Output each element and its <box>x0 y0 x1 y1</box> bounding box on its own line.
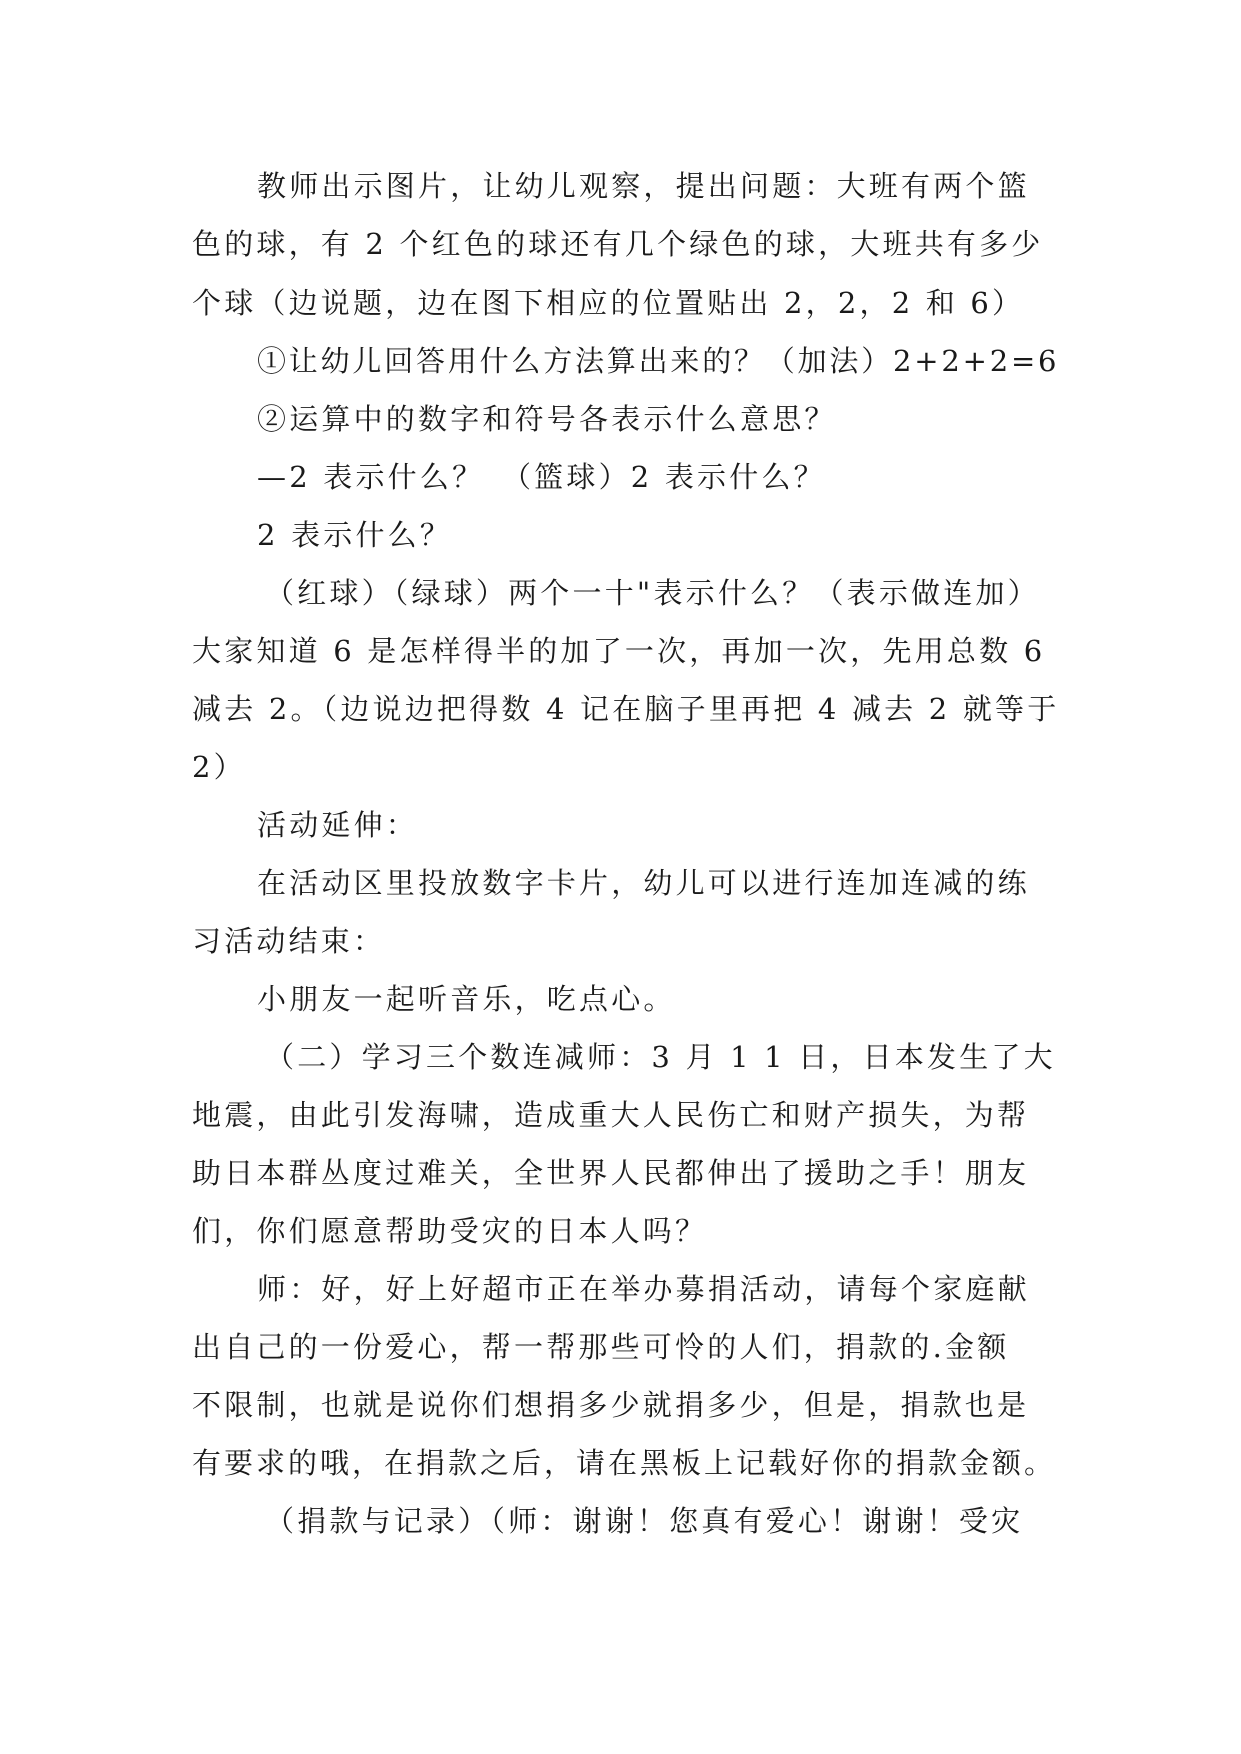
paragraph-line: 2 表示什么？ <box>257 518 453 552</box>
paragraph-line: 出自己的一份爱心，帮一帮那些可怜的人们，捐款的.金额 <box>192 1330 1010 1364</box>
paragraph-line: （红球）（绿球）两个一十"表示什么？（表示做连加） <box>265 576 1040 610</box>
paragraph-line: 2） <box>192 750 246 784</box>
paragraph-line: 小朋友一起听音乐，吃点心。 <box>257 982 676 1016</box>
paragraph-line: ①让幼儿回答用什么方法算出来的？（加法）2+2+2=6 <box>257 344 1060 378</box>
paragraph-line: 减去 2。（边说边把得数 4 记在脑子里再把 4 减去 2 就等于 <box>192 692 1060 726</box>
paragraph-line: 个球（边说题，边在图下相应的位置贴出 2，2，2 和 6） <box>192 286 1025 320</box>
section-heading: 活动延伸： <box>257 808 419 842</box>
paragraph-line: ②运算中的数字和符号各表示什么意思？ <box>257 402 837 436</box>
paragraph-line: 地震，由此引发海啸，造成重大人民伤亡和财产损失，为帮 <box>192 1098 1030 1132</box>
paragraph-line: 色的球，有 2 个红色的球还有几个绿色的球，大班共有多少 <box>192 227 1044 261</box>
paragraph-line: 师：好，好上好超市正在举办募捐活动，请每个家庭献 <box>257 1272 1030 1306</box>
paragraph-line: （捐款与记录）（师：谢谢！您真有爱心！谢谢！受灾 <box>265 1504 1024 1538</box>
paragraph-line: 大家知道 6 是怎样得半的加了一次，再加一次，先用总数 6 <box>192 634 1046 668</box>
paragraph-line: 不限制，也就是说你们想捐多少就捐多少，但是，捐款也是 <box>192 1388 1030 1422</box>
paragraph-line: 们，你们愿意帮助受灾的日本人吗？ <box>192 1214 708 1248</box>
paragraph-line: 助日本群丛度过难关，全世界人民都伸出了援助之手！朋友 <box>192 1156 1030 1190</box>
paragraph-line: 教师出示图片，让幼儿观察，提出问题：大班有两个篮 <box>257 169 1030 203</box>
paragraph-line: 有要求的哦，在捐款之后，请在黑板上记载好你的捐款金额。 <box>192 1446 1057 1480</box>
paragraph-line: —2 表示什么？ （篮球）2 表示什么？ <box>257 460 826 494</box>
paragraph-line: 在活动区里投放数字卡片，幼儿可以进行连加连减的练 <box>257 866 1030 900</box>
paragraph-line: （二）学习三个数连减师：3 月 1 1 日，日本发生了大 <box>265 1040 1056 1074</box>
paragraph-line: 习活动结束： <box>192 924 386 958</box>
